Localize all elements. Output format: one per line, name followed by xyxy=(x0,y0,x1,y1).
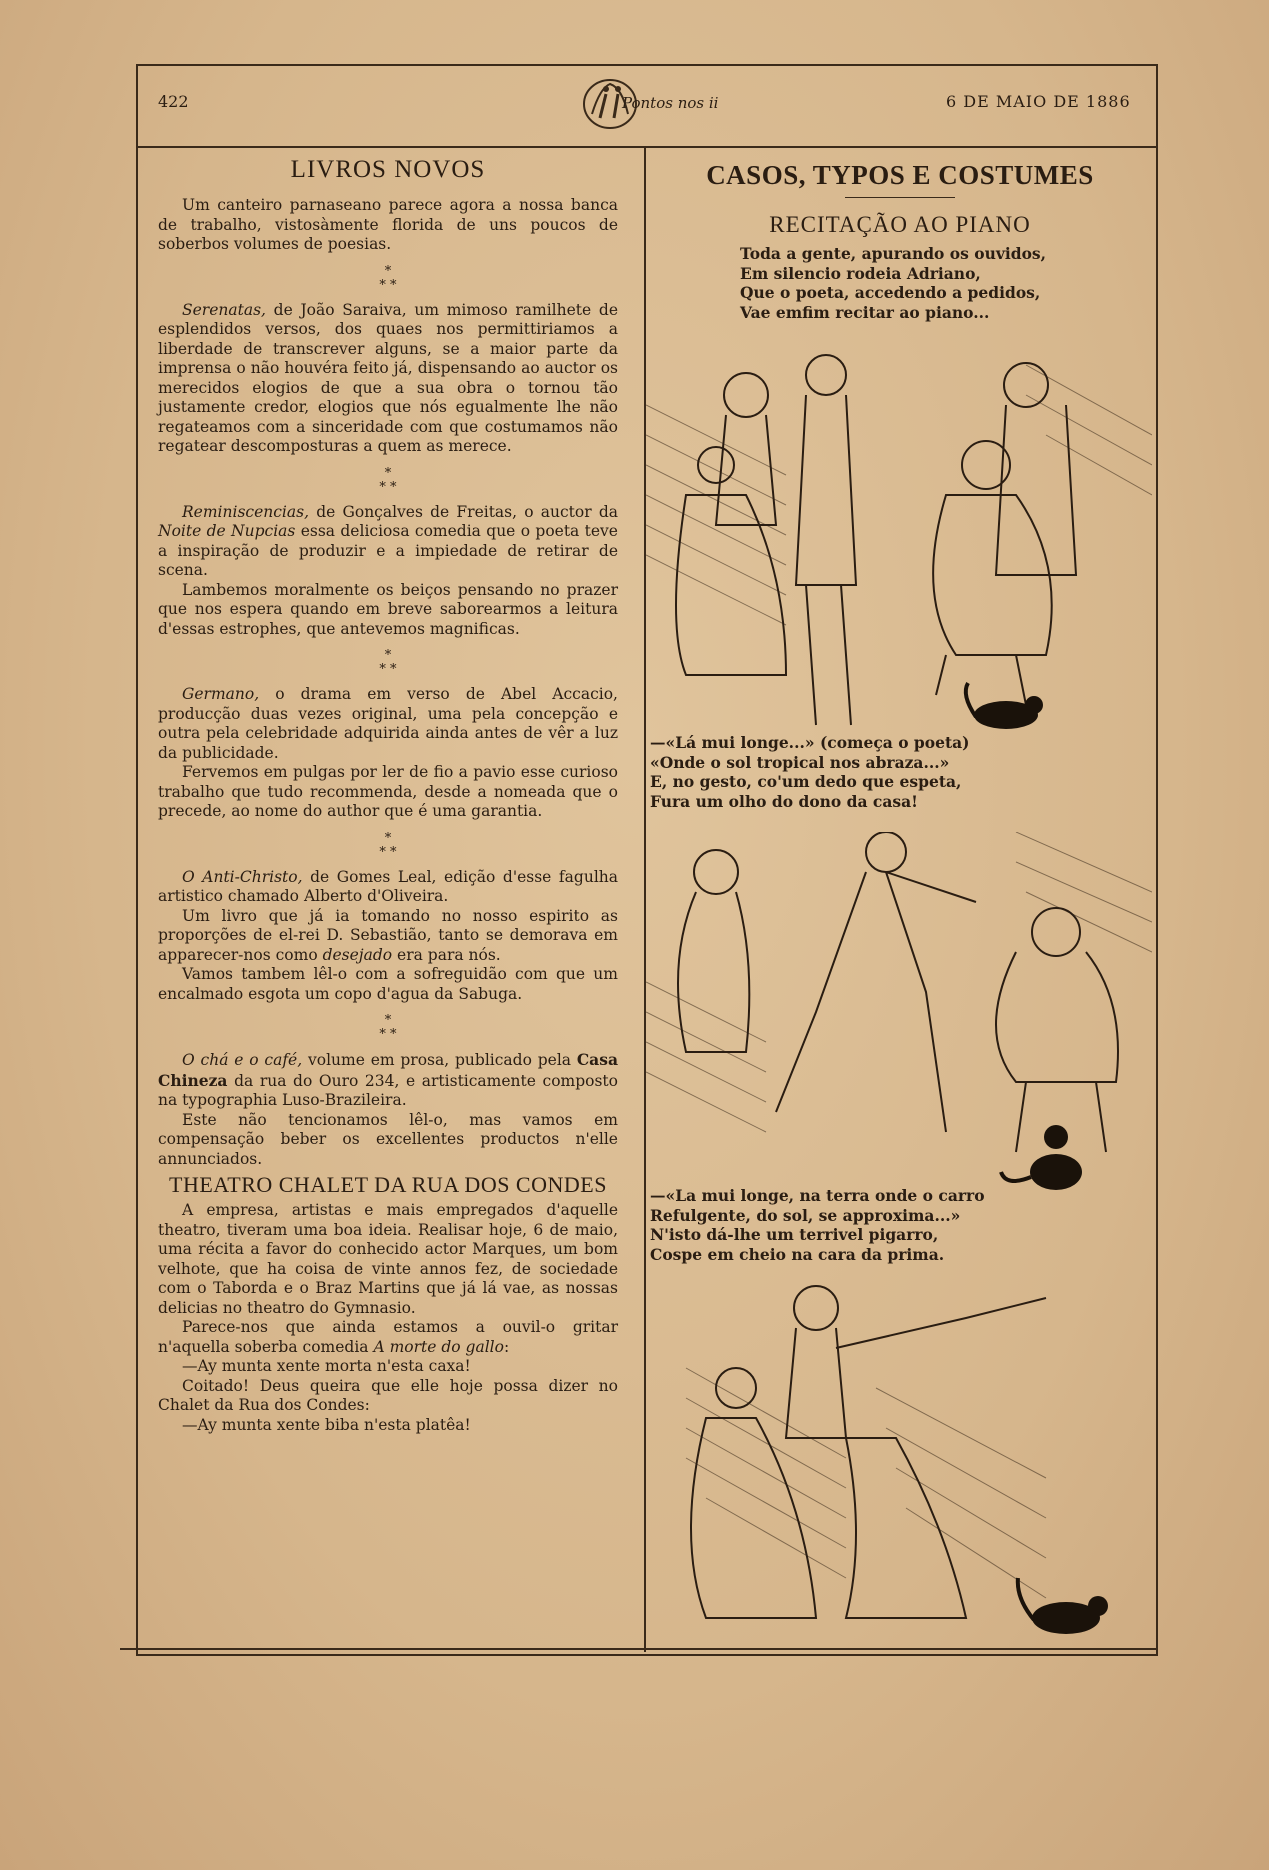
paragraph: Vamos tambem lêl-o com a sofreguidão com que um encalmado esgota um copo d'agua da Sabuga. xyxy=(158,965,618,1003)
paragraph: A empresa, artistas e mais empregados d'aquelle theatro, tiveram uma boa ideia. Realisar hoje, 6 de maio, uma récita a favor do conhecido actor Marques, um bom velhote, que ha coisa de vinte annos fez, de sociedade com o Taborda e o Braz Martins que já lá vae, as nossas delicias no theatro do Gymnasio. xyxy=(158,1201,618,1317)
left-column xyxy=(158,150,618,1435)
section-title-livros-novos: LIVROS NOVOS xyxy=(290,156,486,183)
asterism: * * * xyxy=(379,263,397,293)
page-number: 422 xyxy=(158,92,189,111)
quote-line: —Ay munta xente biba n'esta platêa! xyxy=(182,1415,471,1434)
paragraph: Lambemos moralmente os beiços pensando no prazer que nos espera quando em breve saborearmos a leitura d'essas estrophes, que antevemos magnificas. xyxy=(158,580,618,638)
poem-title: RECITAÇÃO AO PIANO xyxy=(769,212,1031,237)
paragraph: Este não tencionamos lêl-o, mas vamos em compensação beber os excellentes productos n'elle annunciados. xyxy=(158,1110,618,1168)
paragraph-anti-christo: O Anti-Christo, de Gomes Leal, edição d'esse fagulha artistico chamado Alberto d'Oliveira. xyxy=(158,867,618,905)
paragraph-reminiscencias: Reminiscencias, de Gonçalves de Freitas, o auctor da Noite de Nupcias essa deliciosa comedia que o poeta teve a inspiração de produzir e a impiedade de retirar de scena. xyxy=(158,502,618,579)
header-rule xyxy=(136,146,1156,148)
paragraph: Parece-nos que ainda estamos a ouvil-o gritar n'aquella soberba comedia A morte do gallo: xyxy=(158,1318,618,1356)
paragraph: Um canteiro parnaseano parece agora a nossa banca de trabalho, vistosàmente florida de uns poucos de soberbos volumes de poesias. xyxy=(158,196,618,253)
paragraph-cha-cafe: O chá e o café, volume em prosa, publicado pela Casa Chineza da rua do Ouro 234, e artisticamente composto na typographia Luso-Brazileira. xyxy=(158,1050,618,1109)
asterism: * * * xyxy=(379,648,397,677)
illustration-recitation-3 xyxy=(646,1278,1152,1648)
paragraph: Fervemos em pulgas por ler de fio a pavio esse curioso trabalho que tudo recommenda, desde a nomeada que o precede, ao nome do author que é uma garantia. xyxy=(158,763,618,820)
illustration-recitation-2 xyxy=(646,832,1152,1192)
asterism: * * * xyxy=(379,830,397,860)
verse-stanza-1: Toda a gente, apurando os ouvidos, Em silencio rodeia Adriano, Que o poeta, accedendo a pedidos, Vae emfim recitar ao piano... xyxy=(740,244,1047,322)
masthead-title: Pontos nos ii xyxy=(622,94,719,112)
verse-stanza-3: —«La mui longe, na terra onde o carro Refulgente, do sol, se approxima...» N'isto dá-lhe um terrivel pigarro, Cospe em cheio na cara da prima. xyxy=(650,1186,985,1264)
verse-stanza-2: —«Lá mui longe...» (começa o poeta) «Onde o sol tropical nos abraza...» E, no gesto, co'um dedo que espeta, Fura um olho do dono da casa! xyxy=(650,733,970,811)
paragraph: Um livro que já ia tomando no nosso espirito as proporções de el-rei D. Sebastião, tanto se demorava em apparecer-nos como desejado era para nós. xyxy=(158,906,618,964)
section-title-theatro-chalet: THEATRO CHALET DA RUA DOS CONDES xyxy=(169,1172,607,1197)
title-rule xyxy=(845,197,955,198)
illustration-recitation-1 xyxy=(646,345,1152,737)
asterism: * * * xyxy=(379,1013,397,1042)
paragraph-serenatas: Serenatas, de João Saraiva, um mimoso ramilhete de esplendidos versos, dos quaes nos permittiriamos a liberdade de transcrever alguns, se a maior parte da imprensa o não houvéra feito já, dispensando ao auctor os merecidos elogios de que a sua obra o tornou tão justamente credor, elogios que nós egualmente lhe não regateamos com a sinceridade com que costumamos não regatear descomposturas a quem as merece. xyxy=(158,300,618,455)
right-column xyxy=(646,150,1154,322)
quote-line: —Ay munta xente morta n'esta caxa! xyxy=(182,1357,471,1375)
paragraph: Coitado! Deus queira que elle hoje possa dizer no Chalet da Rua dos Condes: xyxy=(158,1376,618,1414)
paragraph-germano: Germano, o drama em verso de Abel Accacio, producção duas vezes original, uma pela concepção e outra pela celebridade adquirida ainda antes de vêr a luz da publicidade. xyxy=(158,685,618,762)
section-title-casos: CASOS, TYPOS E COSTUMES xyxy=(706,160,1094,190)
asterism: * * * xyxy=(379,465,397,495)
issue-date: 6 DE MAIO DE 1886 xyxy=(946,92,1131,111)
bottom-rule xyxy=(120,1648,1156,1650)
